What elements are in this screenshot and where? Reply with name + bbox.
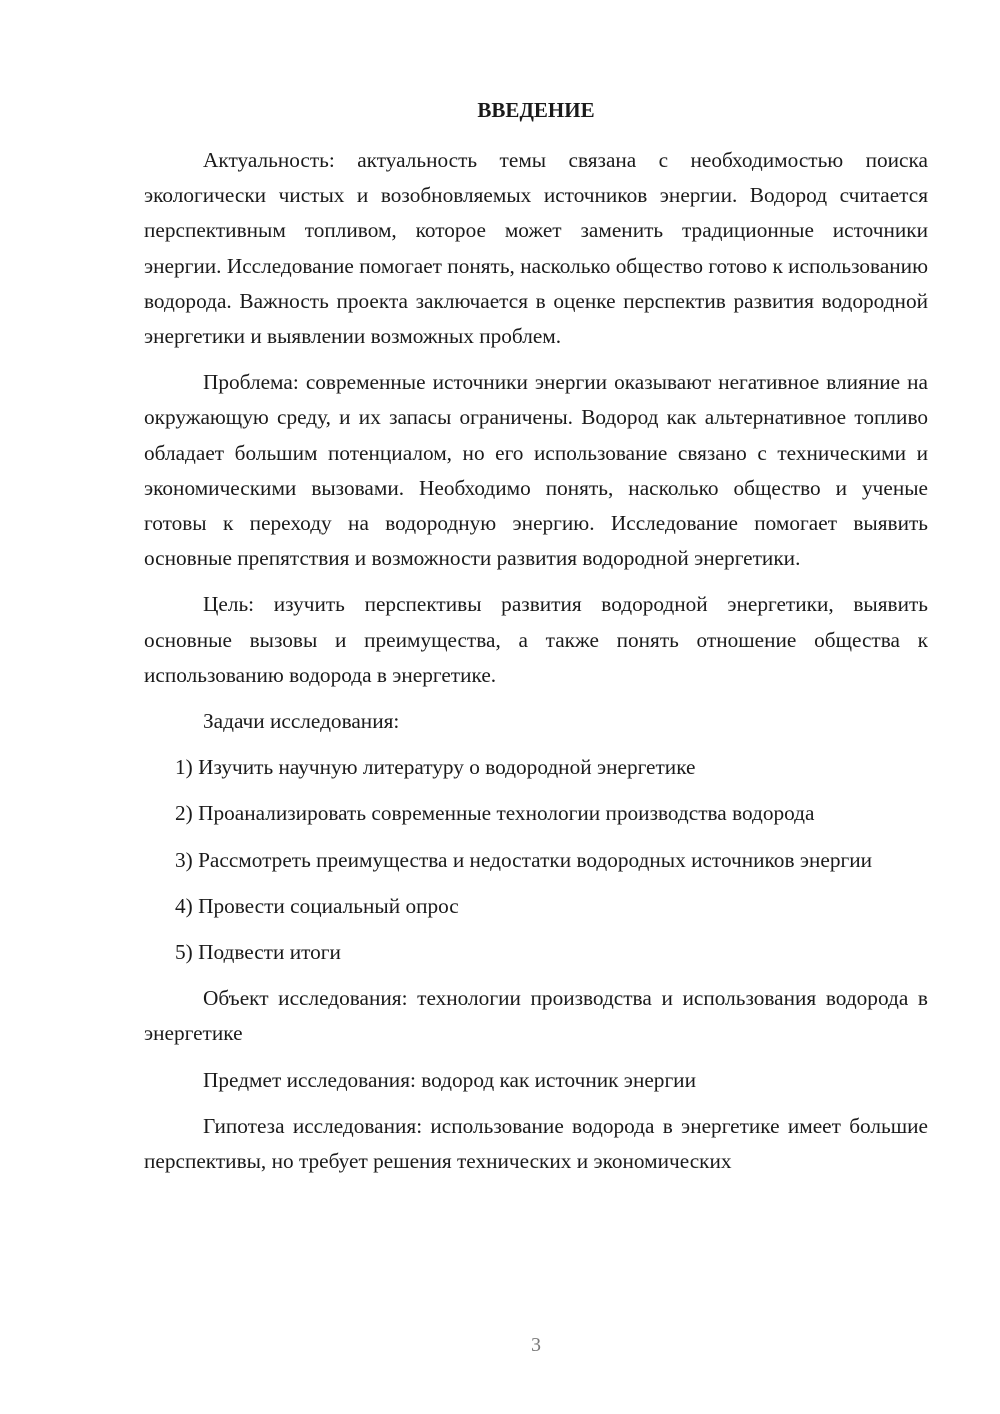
task-item: 2) Проанализировать современные технологии производства водорода (175, 801, 815, 826)
paragraph-problem: Проблема: современные источники энергии оказывают негативное влияние на окружающую среду, и их запасы ограничены. Водород как альтернативное топливо обладает большим потенциалом, но его использование связано с техническими и экономическими вызовами. Необходимо понять, насколько общество и ученые готовы к переходу на водородную энергию. Исследование помогает выявить основные препятствия и возможности развития водородной энергетики. (144, 370, 928, 571)
paragraph-object: Объект исследования: технологии производства и использования водорода в энергетике (144, 986, 928, 1046)
section-title: ВВЕДЕНИЕ (477, 98, 595, 122)
page-number: 3 (531, 1334, 541, 1356)
paragraph-relevance: Актуальность: актуальность темы связана с необходимостью поиска экологически чистых и возобновляемых источников энергии. Водород считается перспективным топливом, которое может заменить традиционные источники энергии. Исследование помогает понять, насколько общество готово к использованию водорода. Важность проекта заключается в оценке перспектив развития водородной энергетики и выявлении возможных проблем. (144, 148, 928, 349)
document-page (144, 95, 928, 1190)
tasks-heading: Задачи исследования: (203, 709, 400, 734)
paragraph-subject: Предмет исследования: водород как источник энергии (203, 1067, 696, 1092)
task-item: 4) Провести социальный опрос (175, 893, 459, 918)
paragraph-goal: Цель: изучить перспективы развития водородной энергетики, выявить основные вызовы и преимущества, а также понять отношение общества к использованию водорода в энергетике. (144, 592, 928, 687)
task-item: 1) Изучить научную литературу о водородной энергетике (175, 755, 696, 780)
paragraph-hypothesis: Гипотеза исследования: использование водорода в энергетике имеет большие перспективы, но требует решения технических и экономических (144, 1113, 928, 1174)
task-item: 3) Рассмотреть преимущества и недостатки водородных источников энергии (175, 847, 873, 872)
task-item: 5) Подвести итоги (175, 940, 341, 965)
